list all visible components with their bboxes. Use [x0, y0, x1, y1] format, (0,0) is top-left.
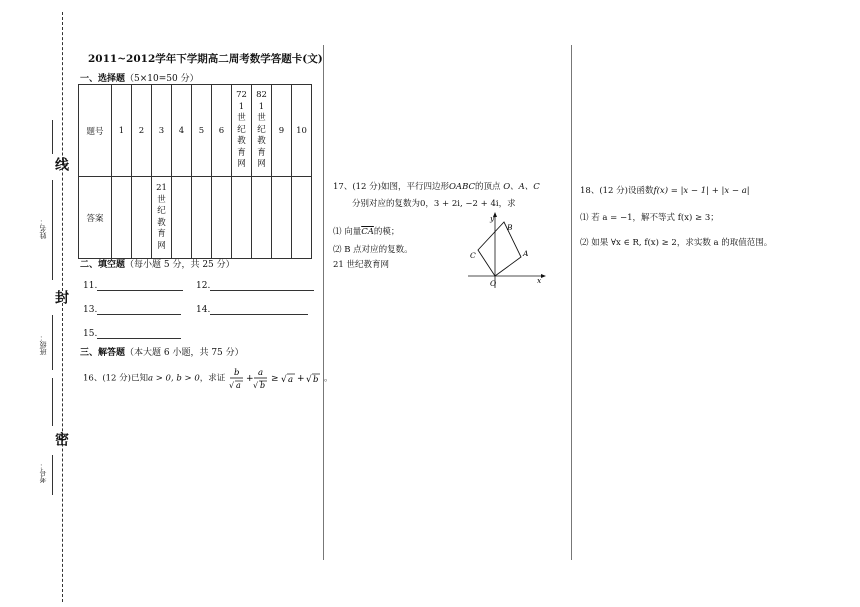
- svg-text:≥: ≥: [270, 374, 279, 384]
- svg-text:√: √: [228, 381, 235, 390]
- answer-cell-3[interactable]: 21 世 纪 教 育 网: [152, 177, 172, 259]
- question-18-part2: ⑵ 如果 ∀x ∈ R, f(x) ≥ 2，求实数 a 的取值范围。: [580, 238, 773, 248]
- row-header: 题号: [79, 85, 112, 177]
- answer-cell[interactable]: [192, 177, 212, 259]
- q16-inequality-formula: [228, 366, 324, 390]
- blank-14: 14.: [196, 305, 308, 315]
- question-number: 10: [292, 85, 312, 177]
- name-label: 姓名：: [39, 218, 47, 239]
- question-17-line2: 分别对应的复数为0，3 + 2i, −2 + 4i，求: [352, 199, 516, 209]
- blank-11: 11.: [83, 281, 183, 291]
- svg-text:a: a: [257, 368, 264, 378]
- svg-text:b: b: [259, 381, 266, 390]
- blank-12: 12.: [196, 281, 314, 291]
- blank-line[interactable]: [97, 314, 181, 315]
- blank-line[interactable]: [210, 290, 314, 291]
- svg-text:a: a: [235, 381, 241, 390]
- svg-text:a: a: [287, 375, 294, 385]
- question-number: 9: [272, 85, 292, 177]
- examno-label: 考号：: [39, 462, 47, 483]
- question-17-part2: ⑵ B 点对应的复数。: [333, 245, 413, 255]
- svg-text:+: +: [296, 374, 305, 384]
- y-label: y: [490, 214, 495, 223]
- question-number: 6: [212, 85, 232, 177]
- question-number: 4: [172, 85, 192, 177]
- binding-line: [52, 315, 53, 370]
- blank-13: 13.: [83, 305, 181, 315]
- answer-cell[interactable]: [292, 177, 312, 259]
- blank-line[interactable]: [210, 314, 308, 315]
- class-label: 班级：: [39, 334, 47, 355]
- answer-cell[interactable]: [272, 177, 292, 259]
- question-number-8: 82 1 世 纪 教 育 网: [252, 85, 272, 177]
- parallelogram-OABC: [478, 222, 521, 276]
- binding-mark-seal: 封: [53, 290, 69, 304]
- row-header: 答案: [79, 177, 112, 259]
- column-divider: [571, 45, 572, 560]
- vertex-O: O: [490, 279, 497, 288]
- table-row: [79, 85, 312, 177]
- question-18-line1: 18、(12 分)设函数f(x) = |x − 1| + |x − a|: [580, 186, 750, 196]
- binding-line: [52, 455, 53, 495]
- x-label: x: [537, 276, 542, 285]
- answer-table: [78, 84, 312, 259]
- page-title: 2011~2012学年下学期高二周考数学答题卡(文): [88, 53, 323, 65]
- section-choice-heading: 一、选择题（5×10=50 分）: [80, 74, 199, 84]
- question-number: 3: [152, 85, 172, 177]
- column-divider: [323, 45, 324, 560]
- binding-mark-secret: 密: [53, 432, 69, 446]
- answer-cell[interactable]: [172, 177, 192, 259]
- svg-text:√: √: [305, 375, 312, 385]
- svg-text:√: √: [252, 381, 259, 390]
- blank-line[interactable]: [97, 338, 181, 339]
- section-fill-heading: 二、填空题（每小题 5 分，共 25 分）: [80, 260, 235, 270]
- question-number: 2: [132, 85, 152, 177]
- answer-cell[interactable]: [212, 177, 232, 259]
- vertex-C: C: [470, 251, 476, 260]
- question-17-part1: ⑴ 向量$\overline{CA}$的模；: [333, 227, 400, 237]
- question-number: 5: [192, 85, 212, 177]
- table-row: [79, 177, 312, 259]
- blank-line[interactable]: [97, 290, 183, 291]
- question-16: 16、(12 分)已知a > 0, b > 0，求证 b √ a + a √ b ≥ √ a + √ b 。: [83, 368, 333, 390]
- binding-dashed-line: [62, 12, 63, 602]
- question-17-line1: 17、(12 分)如图，平行四边形OABC的顶点 O、A、C: [333, 182, 540, 192]
- answer-cell[interactable]: [112, 177, 132, 259]
- section-solve-heading: 三、解答题（本大题 6 小题，共 75 分）: [80, 348, 244, 358]
- watermark-text: 21 世纪教育网: [333, 260, 390, 270]
- binding-line: [52, 120, 53, 154]
- question-18-part1: ⑴ 若 a = −1，解不等式 f(x) ≥ 3；: [580, 213, 719, 223]
- vertex-A: A: [523, 249, 529, 258]
- question-number-7: 72 1 世 纪 教 育 网: [232, 85, 252, 177]
- answer-cell[interactable]: [252, 177, 272, 259]
- answer-cell[interactable]: [132, 177, 152, 259]
- svg-text:b: b: [312, 375, 319, 385]
- svg-text:+: +: [245, 374, 254, 384]
- binding-line: [52, 378, 53, 426]
- parallelogram-figure: [460, 210, 550, 292]
- blank-15: 15.: [83, 329, 181, 339]
- svg-text:b: b: [233, 368, 240, 378]
- question-number: 1: [112, 85, 132, 177]
- binding-line: [52, 180, 53, 280]
- svg-text:√: √: [280, 375, 287, 385]
- binding-mark-line: 线: [53, 157, 69, 171]
- vertex-B: B: [507, 223, 513, 232]
- answer-cell[interactable]: [232, 177, 252, 259]
